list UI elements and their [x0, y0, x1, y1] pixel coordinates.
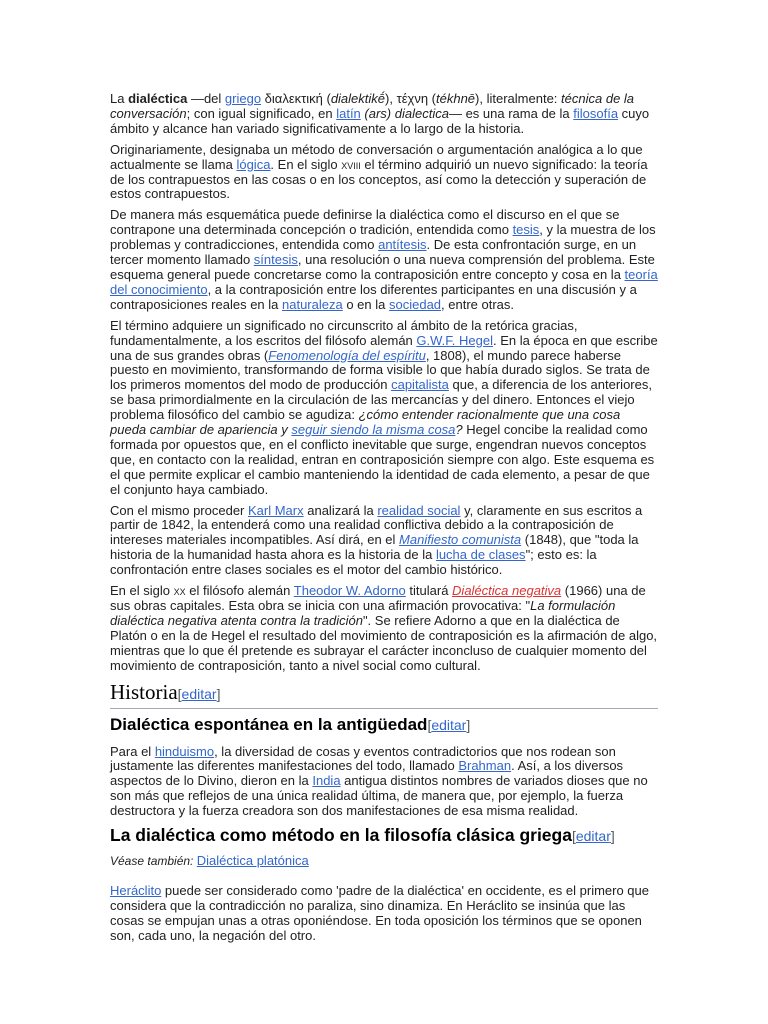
link-heraclito[interactable]: Heráclito [110, 883, 162, 899]
text: El término adquiere un significado no circunscrito al ámbito de la retórica gracias, fundamentalmente, a los escritos del filósofo alemán [110, 317, 578, 348]
text-italic: dialektikḗ [330, 91, 386, 106]
link-logica[interactable]: lógica [236, 156, 271, 172]
link-dialectica-negativa[interactable]: Dialéctica negativa [452, 583, 562, 599]
paragraph-heraclito [110, 884, 658, 944]
link-griego[interactable]: griego [224, 91, 262, 106]
link-sintesis[interactable]: síntesis [253, 252, 298, 268]
bracket: ] [610, 828, 615, 845]
text: , 1808), el mundo parece haberse puesto en movimiento, transformando de forma visible lo que había durado siglos. Se trata de los primeros momentos del modo de producción [110, 347, 650, 393]
text: y, claramente en sus escritos a partir de 1842, la entenderá como una realidad conflictiva debido a la contraposición de intereses materiales incompatibles. Así dirá, en el [110, 502, 643, 548]
paragraph-marx [110, 504, 658, 579]
link-filosofia[interactable]: filosofía [573, 105, 619, 121]
text-italic: tékhnē [436, 91, 476, 106]
link-hinduismo[interactable]: hinduismo [154, 743, 215, 759]
link-seguir-siendo-misma-cosa[interactable]: seguir siendo la misma cosa [291, 422, 456, 438]
subsection-heading-antiguedad [110, 715, 658, 735]
link-brahman[interactable]: Brahman [458, 758, 512, 774]
paragraph-adorno [110, 584, 658, 673]
link-manifiesto-comunista[interactable]: Manifiesto comunista [399, 532, 522, 548]
text: , entre otras. [441, 296, 515, 312]
link-tesis[interactable]: tesis [512, 222, 540, 238]
link-antitesis[interactable]: antítesis [378, 237, 427, 253]
text: ), literalmente: [475, 91, 562, 106]
hatnote-label: Véase también: [110, 854, 194, 869]
text: La [110, 91, 129, 106]
intro-paragraph [110, 92, 658, 137]
paragraph-origins [110, 143, 658, 203]
link-realidad-social[interactable]: realidad social [377, 502, 461, 518]
text: titulará [405, 583, 453, 599]
text: ; con igual significado, en [186, 105, 337, 121]
link-karl-marx[interactable]: Karl Marx [248, 502, 304, 518]
text: Hegel concibe la realidad como formada por opuestos que, en el conflicto inevitable que surge, engendran nuevos conceptos que, en contacto con la realidad, entran en contraposición siempre con algo. Este esquema es el que permite explicar el cambio manteniendo la identidad de cada elemento, a pesar de que el conjunto haya cambiado. [110, 422, 655, 497]
text: De manera más esquemática puede definirse la dialéctica como el discurso en el que se contrapone una determinada concepción o tradición, entendida como [110, 207, 620, 238]
link-capitalista[interactable]: capitalista [391, 377, 449, 393]
text: , y la muestra de los problemas y contradicciones, entendida como [110, 222, 656, 253]
link-teoria-conocimiento[interactable]: teoría del conocimiento [110, 266, 658, 297]
link-latin[interactable]: latín [336, 105, 361, 121]
text: o en la [342, 296, 389, 312]
section-heading-historia [110, 680, 658, 709]
edit-link[interactable]: editar [181, 685, 217, 702]
text: En el siglo [110, 583, 174, 599]
link-lucha-de-clases[interactable]: lucha de clases [435, 547, 526, 563]
text: (1848), que "toda la historia de la humanidad hasta ahora es la historia de la [110, 532, 639, 563]
link-naturaleza[interactable]: naturaleza [282, 296, 343, 312]
paragraph-schema [110, 208, 658, 312]
link-dialectica-platonica[interactable]: Dialéctica platónica [196, 853, 309, 869]
text: — es una rama de la [448, 105, 574, 121]
text: Con el mismo proceder [110, 502, 248, 518]
link-sociedad[interactable]: sociedad [388, 296, 442, 312]
text: . De esta confrontación surge, en un tercer momento llamado [110, 237, 637, 268]
edit-section [427, 717, 470, 733]
text: el filósofo alemán [185, 583, 294, 599]
text: . En el siglo [270, 156, 342, 172]
text: cuyo ámbito y alcance han variado significativamente a lo largo de la historia. [110, 105, 650, 136]
bracket: ] [466, 716, 471, 733]
edit-link[interactable]: editar [431, 716, 467, 733]
text: , una resolución o una nueva comprensión del problema. Este esquema general puede concretarse como la contraposición entre concepto y cosa en la [110, 252, 655, 282]
text: analizará la [303, 502, 378, 518]
text: . Así, a los diversos aspectos de lo Divino, dieron en la [110, 758, 624, 789]
text: puede ser considerado como 'padre de la dialéctica' en occidente, es el primero que considera que la contradicción no paraliza, sino dinamiza. En Heráclito se insinúa que las cosas se empujan unas a otras oponiéndose. En toda oposición los términos que se oponen son, cada uno, la negación del otro. [110, 883, 649, 943]
century-smallcaps: xviii [341, 156, 361, 172]
text: "; esto es: la confrontación entre clases sociales es el motor del cambio histórico. [110, 547, 597, 578]
edit-link[interactable]: editar [575, 828, 611, 845]
text: Para el [110, 743, 155, 759]
bracket: ] [216, 685, 221, 702]
link-hegel[interactable]: G.W.F. Hegel [416, 332, 493, 348]
text: (1966) una de sus obras capitales. Esta obra se inicia con una afirmación provocativa: " [110, 583, 646, 613]
text-italic: ¿cómo entender racionalmente que una cosa pueda cambiar de apariencia y [110, 407, 621, 438]
edit-section [178, 686, 221, 702]
term-bold: dialéctica [128, 91, 188, 106]
subsection-heading-griega [110, 825, 658, 846]
text: , la diversidad de cosas y eventos contradictorios que nos rodean son justamente las diferentes manifestaciones del todo, llamado [110, 743, 616, 774]
text: Originariamente, designaba un método de conversación o argumentación analógica a lo que actualmente se llama [110, 141, 643, 172]
link-adorno[interactable]: Theodor W. Adorno [293, 583, 406, 599]
heading-text: Historia [110, 679, 178, 704]
text-italic: técnica de la conversación [110, 91, 635, 121]
paragraph-hegel [110, 319, 658, 498]
text-italic: (ars) dialectica [364, 105, 449, 121]
paragraph-hinduismo [110, 745, 658, 820]
bracket: [ [177, 685, 182, 702]
century-smallcaps: xx [173, 583, 186, 599]
bracket: [ [427, 716, 432, 733]
link-fenomenologia[interactable]: Fenomenología del espíritu [268, 347, 426, 363]
heading-text: La dialéctica como método en la filosofía clásica griega [110, 825, 572, 846]
text: διαλεκτική ( [261, 91, 331, 106]
text: antigua distintos nombres de variados dioses que no son más que reflejos de una única realidad última, de manera que, por ejemplo, la fuerza destructora y la fuerza creadora son dos manifestaciones de esa misma realidad. [110, 773, 648, 819]
text: ". Se refiere Adorno a que en la dialéctica de Platón o en la de Hegel el resultado del movimiento de contraposición es la afirmación de algo, mientras que lo que él pretende es subrayar el carácter inconcluso de cualquier momento del movimiento de contraposición, tanto a nivel social como cultural. [110, 612, 658, 673]
see-also-hatnote [110, 854, 658, 868]
article-content [110, 92, 658, 950]
text: que, a diferencia de los anteriores, se basa primordialmente en la circulación de las mercancías y del dinero. Entonces el viejo problema filosófico del cambio se agudiza: [110, 377, 652, 423]
edit-section [572, 828, 615, 844]
bracket: [ [571, 828, 576, 845]
text-italic: ? [455, 422, 463, 438]
text-italic: La formulación dialéctica negativa atenta contra la tradición [110, 598, 616, 628]
text: —del [187, 91, 225, 106]
link-india[interactable]: India [312, 773, 341, 789]
text: ), τέχνη ( [385, 91, 436, 106]
heading-text: Dialéctica espontánea en la antigüedad [110, 714, 428, 734]
text: . En la época en que escribe una de sus grandes obras ( [110, 332, 658, 363]
text: el término adquirió un nuevo significado: la teoría de los contrapuestos en las cosas o en los conceptos, así como la detección y superación de estos contrapuestos. [110, 156, 648, 202]
text: , a la contraposición entre los diferentes participantes en una discusión y a contraposiciones reales en la [110, 281, 637, 312]
